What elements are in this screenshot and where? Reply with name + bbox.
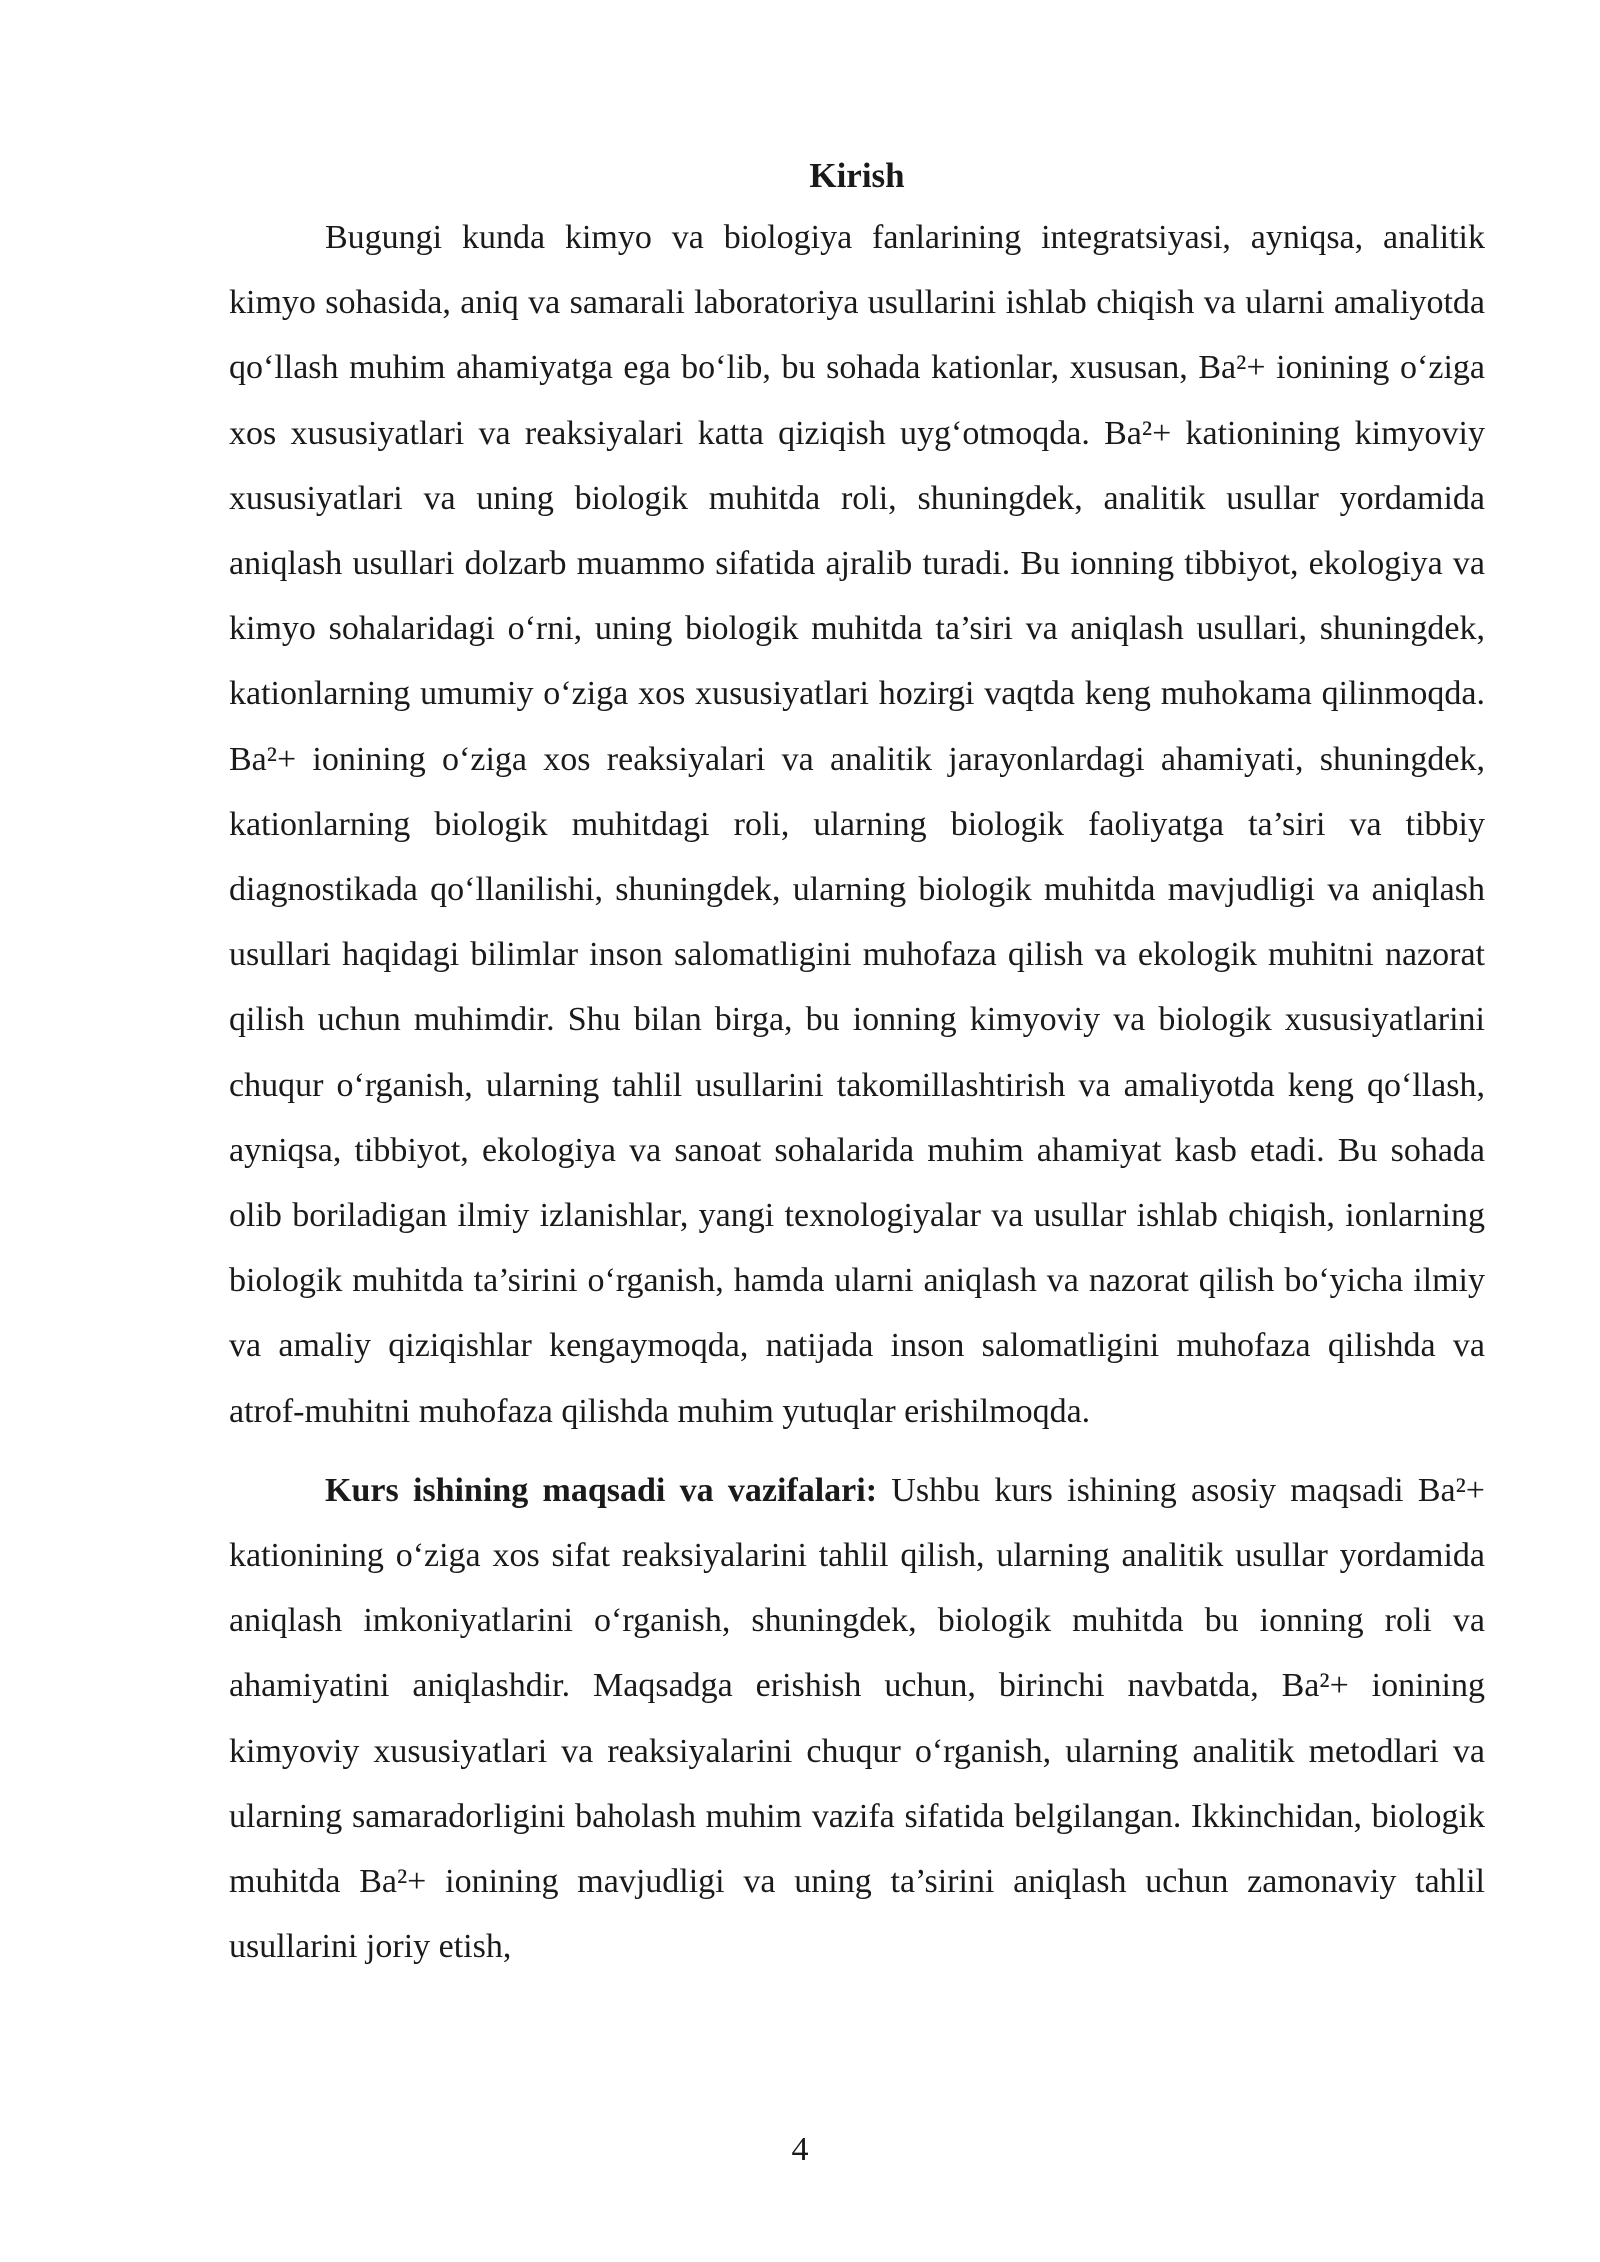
objectives-heading: Kurs ishining maqsadi va vazifalari:	[325, 1471, 878, 1509]
objectives-text: Ushbu kurs ishining asosiy maqsadi Ba²+ kationining o‘ziga xos sifat reaksiyalarini tahlil qilish, ularning analitik usullar yordamida aniqlash imkoniyatlarini o‘rganish, shuningdek, biologik muhitda bu ionning roli va ahamiyatini aniqlashdir. Maqsadga erishish uchun, birinchi navbatda, Ba²+ ionining kimyoviy xususiyatlari va reaksiyalarini chuqur o‘rganish, ularning analitik metodlari va ularning samaradorligini baholash muhim vazifa sifatida belgilangan. Ikkinchidan, biologik muhitda Ba²+ ionining mavjudligi va uning ta’sirini aniqlash uchun zamonaviy tahlil usullarini joriy etish,	[229, 1471, 1485, 1966]
document-body	[229, 150, 1485, 1979]
section-title: Kirish	[809, 156, 905, 195]
objectives-paragraph	[229, 1458, 1485, 1980]
page-number: 4	[791, 2131, 809, 2168]
intro-paragraph: Bugungi kunda kimyo va biologiya fanlarining integratsiyasi, ayniqsa, analitik kimyo sohasida, aniq va samarali laboratoriya usullarini ishlab chiqish va ularni amaliyotda qo‘llash muhim ahamiyatga ega bo‘lib, bu sohada kationlar, xususan, Ba²+ ionining o‘ziga xos xususiyatlari va reaksiyalari katta qiziqish uyg‘otmoqda. Ba²+ kationining kimyoviy xususiyatlari va uning biologik muhitda roli, shuningdek, analitik usullar yordamida aniqlash usullari dolzarb muammo sifatida ajralib turadi. Bu ionning tibbiyot, ekologiya va kimyo sohalaridagi o‘rni, uning biologik muhitda ta’siri va aniqlash usullari, shuningdek, kationlarning umumiy o‘ziga xos xususiyatlari hozirgi vaqtda keng muhokama qilinmoqda. Ba²+ ionining o‘ziga xos reaksiyalari va analitik jarayonlardagi ahamiyati, shuningdek, kationlarning biologik muhitdagi roli, ularning biologik faoliyatga ta’siri va tibbiy diagnostikada qo‘llanilishi, shuningdek, ularning biologik muhitda mavjudligi va aniqlash usullari haqidagi bilimlar inson salomatligini muhofaza qilish va ekologik muhitni nazorat qilish uchun muhimdir. Shu bilan birga, bu ionning kimyoviy va biologik xususiyatlarini chuqur o‘rganish, ularning tahlil usullarini takomillashtirish va amaliyotda keng qo‘llash, ayniqsa, tibbiyot, ekologiya va sanoat sohalarida muhim ahamiyat kasb etadi. Bu sohada olib boriladigan ilmiy izlanishlar, yangi texnologiyalar va usullar ishlab chiqish, ionlarning biologik muhitda ta’sirini o‘rganish, hamda ularni aniqlash va nazorat qilish bo‘yicha ilmiy va amaliy qiziqishlar kengaymoqda, natijada inson salomatligini muhofaza qilishda va atrof-muhitni muhofaza qilishda muhim yutuqlar erishilmoqda.	[229, 219, 1485, 1430]
